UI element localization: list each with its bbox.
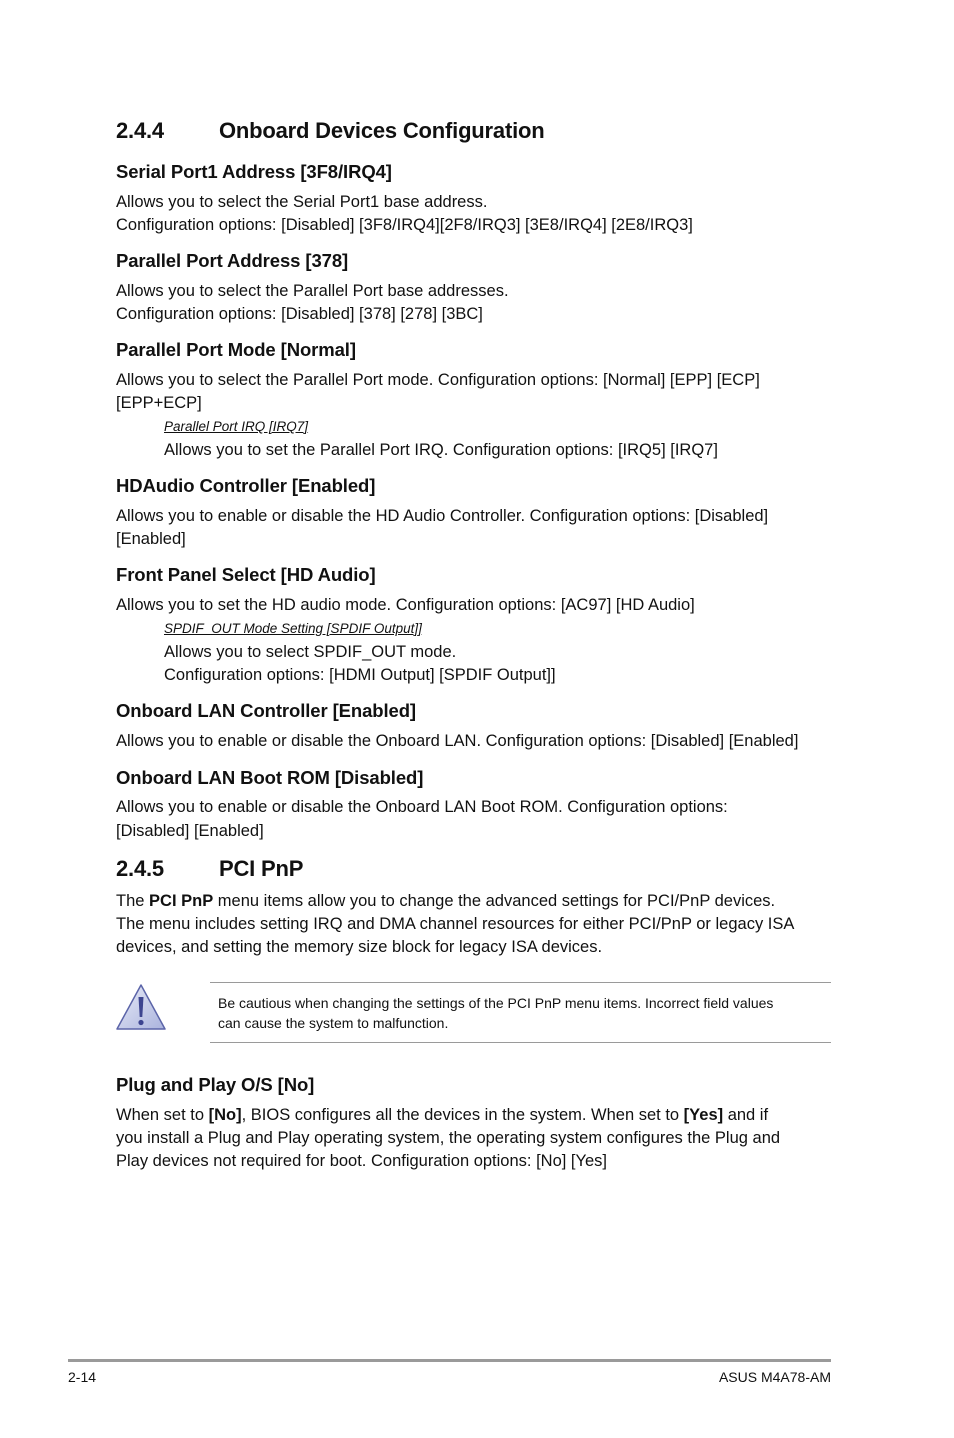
item-text: [Enabled]: [116, 530, 186, 548]
item-heading-parallel-port-mode: Parallel Port Mode [Normal]: [116, 339, 356, 360]
footer-product-name: ASUS M4A78-AM: [718, 1369, 831, 1385]
plug-line-3: Play devices not required for boot. Configuration options: [No] [Yes]: [116, 1152, 608, 1170]
sub-item-text: Allows you to select SPDIF_OUT mode.: [164, 643, 457, 661]
section-title: PCI PnP: [219, 856, 304, 881]
item-text: Allows you to enable or disable the Onboard LAN. Configuration options: [Disabled] [Enabled]: [116, 732, 799, 750]
item-heading-hdaudio-controller: HDAudio Controller [Enabled]: [116, 475, 376, 496]
intro-line-1: [116, 890, 775, 913]
plug-bold-yes: [Yes]: [683, 1106, 724, 1124]
intro-bold: PCI PnP: [149, 892, 214, 910]
section-number: 2.4.4: [116, 118, 164, 143]
intro-prefix: The: [116, 892, 150, 910]
section-title: Onboard Devices Configuration: [219, 118, 545, 143]
caution-text-line-2: can cause the system to malfunction.: [218, 1015, 449, 1031]
sub-item-title-spdif-out-mode: SPDIF_OUT Mode Setting [SPDIF Output]]: [164, 621, 422, 636]
plug-line-1: [116, 1104, 768, 1127]
item-text: [EPP+ECP]: [116, 394, 202, 412]
item-heading-onboard-lan-boot-rom: Onboard LAN Boot ROM [Disabled]: [116, 767, 424, 788]
item-text: Allows you to set the HD audio mode. Configuration options: [AC97] [HD Audio]: [116, 596, 695, 614]
item-text: [Disabled] [Enabled]: [116, 822, 264, 840]
item-text: Allows you to enable or disable the HD Audio Controller. Configuration options: [Disabled]: [116, 507, 769, 525]
intro-line-2: The menu includes setting IRQ and DMA channel resources for either PCI/PnP or legacy ISA: [116, 915, 795, 933]
plug-text: and if: [723, 1106, 769, 1124]
sub-item-title-parallel-port-irq: Parallel Port IRQ [IRQ7]: [164, 419, 309, 434]
warning-triangle-icon: [114, 982, 168, 1032]
plug-text: , BIOS configures all the devices in the system. When set to: [241, 1106, 684, 1124]
item-heading-parallel-port-address: Parallel Port Address [378]: [116, 250, 349, 271]
item-text: Allows you to select the Serial Port1 base address.: [116, 193, 488, 211]
item-heading-serial-port: Serial Port1 Address [3F8/IRQ4]: [116, 161, 392, 182]
intro-line-3: devices, and setting the memory size block for legacy ISA devices.: [116, 938, 603, 956]
item-heading-onboard-lan-controller: Onboard LAN Controller [Enabled]: [116, 700, 416, 721]
caution-top-rule: [210, 982, 831, 983]
plug-line-2: you install a Plug and Play operating system, the operating system configures the Plug and: [116, 1129, 781, 1147]
section-heading-2-4-4: [116, 118, 544, 144]
caution-bottom-rule: [210, 1042, 831, 1043]
item-text: Allows you to enable or disable the Onboard LAN Boot ROM. Configuration options:: [116, 798, 728, 816]
item-heading-plug-and-play: Plug and Play O/S [No]: [116, 1074, 315, 1095]
sub-item-text: Allows you to set the Parallel Port IRQ. Configuration options: [IRQ5] [IRQ7]: [164, 441, 718, 459]
item-text: Configuration options: [Disabled] [3F8/IRQ4][2F8/IRQ3] [3E8/IRQ4] [2E8/IRQ3]: [116, 216, 693, 234]
footer-rule: [68, 1359, 831, 1362]
plug-bold-no: [No]: [208, 1106, 242, 1124]
item-text: Allows you to select the Parallel Port base addresses.: [116, 282, 509, 300]
footer-page-number: 2-14: [68, 1369, 97, 1385]
item-text: Allows you to select the Parallel Port mode. Configuration options: [Normal] [EPP] [ECP]: [116, 371, 760, 389]
section-heading-2-4-5: [116, 856, 303, 882]
sub-item-text: Configuration options: [HDMI Output] [SPDIF Output]]: [164, 666, 556, 684]
section-number: 2.4.5: [116, 856, 164, 881]
item-heading-front-panel-select: Front Panel Select [HD Audio]: [116, 564, 376, 585]
intro-rest: menu items allow you to change the advanced settings for PCI/PnP devices.: [213, 892, 776, 910]
item-text: Configuration options: [Disabled] [378] [278] [3BC]: [116, 305, 483, 323]
caution-text-line-1: Be cautious when changing the settings of the PCI PnP menu items. Incorrect field values: [218, 995, 774, 1011]
plug-text: When set to: [116, 1106, 209, 1124]
